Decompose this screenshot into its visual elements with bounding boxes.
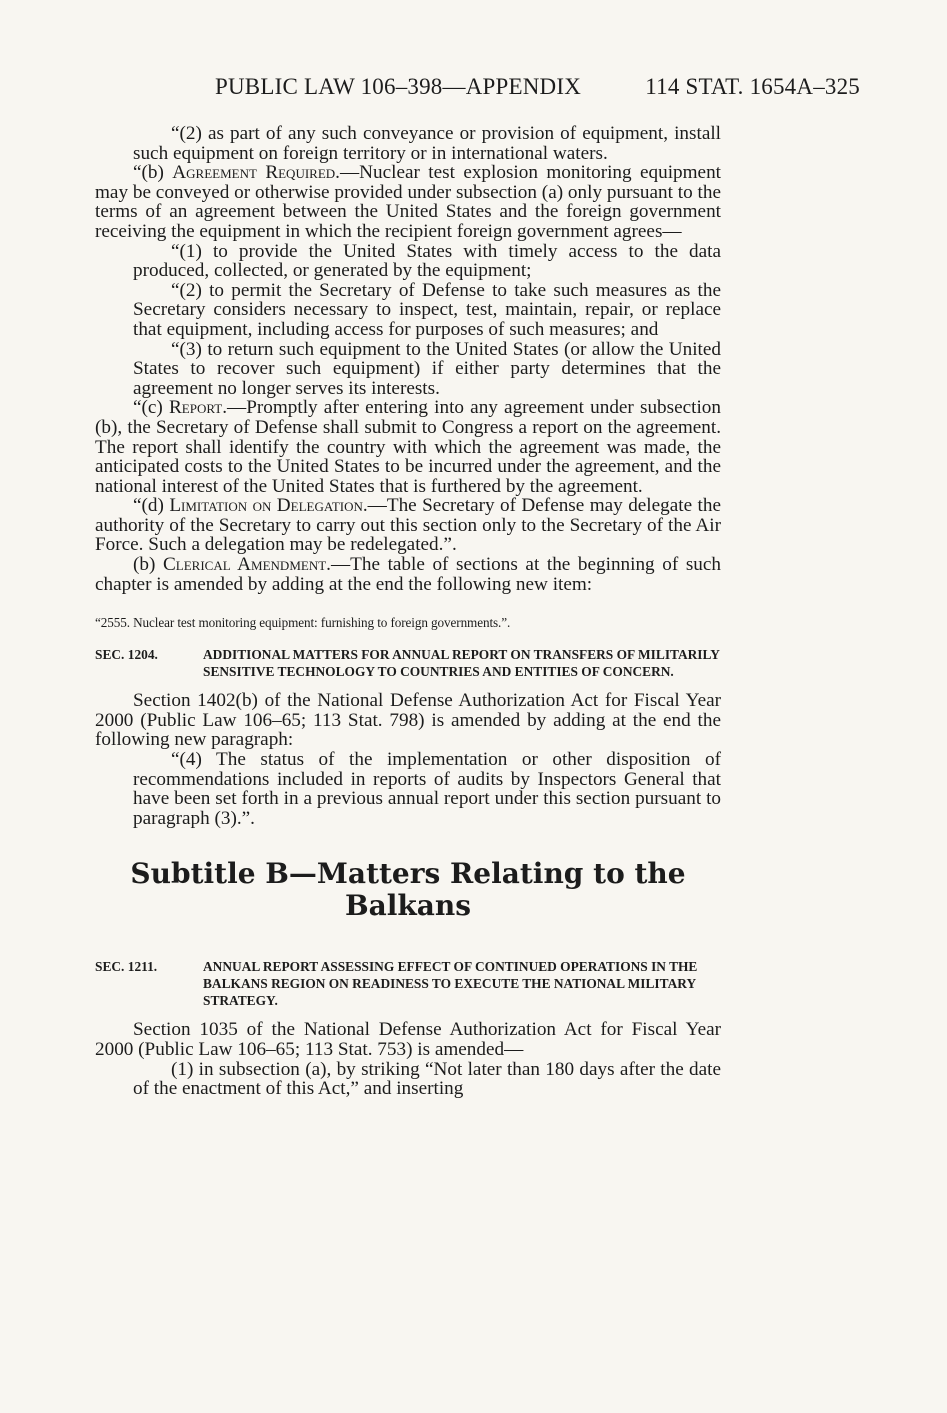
paragraph-b1: “(1) to provide the United States with timely access to the data produced, collected, or generated by the equipment; <box>133 240 721 282</box>
clerical-amendment <box>95 555 721 594</box>
clerical-amendment-label: (b) <box>133 554 163 576</box>
page-body <box>95 124 721 1099</box>
paragraph-a2-continued: “(2) as part of any such conveyance or provision of equipment, install such equipment on foreign territory or in international waters. <box>133 123 721 164</box>
subsection-c-heading: Report <box>169 397 223 419</box>
paragraph-b3: “(3) to return such equipment to the United States (or allow the United States to recover such equipment) if either party determines that the agreement no longer serves its interests. <box>133 338 721 399</box>
subsection-d-text: .—The Secretary of Defense may delegate the authority of the Secretary to carry out this section only to the Secretary of the Air Force. Such a delegation may be redelegated.”. <box>95 495 721 556</box>
section-1204-text: Section 1402(b) of the National Defense Authorization Act for Fiscal Year 2000 (Public Law 106–65; 113 Stat. 798) is amended by adding at the end the following new paragraph: <box>95 690 721 751</box>
subsection-c-text: .—Promptly after entering into any agreement under subsection (b), the Secretary of Defense shall submit to Congress a report on the agreement. The report shall identify the country with which the agreement was made, the anticipated costs to the United States to be incurred under the agreement, and the national interest of the United States that is furthered by the agreement. <box>95 397 721 497</box>
subsection-b-agreement-required <box>95 163 721 241</box>
subsection-b-text: .—Nuclear test explosion monitoring equipment may be conveyed or otherwise provided under subsection (a) only pursuant to the terms of an agreement between the United States and the foreign government receiving the equipment in which the recipient foreign government agrees— <box>95 162 721 242</box>
section-1204-paragraph-4: “(4) The status of the implementation or other disposition of recommendations included in reports of audits by Inspectors General that have been set forth in a previous annual report under this section pursuant to paragraph (3).”. <box>133 749 721 829</box>
subsection-d-limitation <box>95 496 721 555</box>
header-stat-citation: 114 STAT. 1654A–325 <box>645 74 860 99</box>
subsection-b-label: “(b) <box>133 162 173 184</box>
subtitle-line-2: Balkans <box>344 889 472 923</box>
header-public-law: PUBLIC LAW 106–398—APPENDIX <box>215 74 582 99</box>
subsection-d-heading: Limitation on Delegation <box>169 495 363 517</box>
section-1204-title: ADDITIONAL MATTERS FOR ANNUAL REPORT ON TRANSFERS OF MILITARILY SENSITIVE TECHNOLOGY TO COUNTRIES AND ENTITIES OF CONCERN. <box>203 647 720 680</box>
section-1204-number: SEC. 1204. <box>95 647 158 663</box>
section-1211-heading <box>95 958 721 1009</box>
subtitle-line-1: Subtitle B—Matters Relating to the <box>130 857 686 891</box>
section-1211-text: Section 1035 of the National Defense Authorization Act for Fiscal Year 2000 (Public Law 106–65; 113 Stat. 753) is amended— <box>95 1019 721 1060</box>
clerical-amendment-text: .—The table of sections at the beginning of such chapter is amended by adding at the end the following new item: <box>95 554 721 595</box>
subtitle-heading <box>95 858 721 922</box>
subsection-d-label: “(d) <box>133 495 170 517</box>
subsection-c-report <box>95 398 721 496</box>
section-1211-paragraph-1: (1) in subsection (a), by striking “Not later than 180 days after the date of the enactment of this Act,” and inserting <box>133 1058 721 1100</box>
subsection-c-label: “(c) <box>133 397 169 419</box>
clerical-amendment-heading: Clerical Amendment <box>162 554 327 576</box>
table-of-sections-item: “2555. Nuclear test monitoring equipment: furnishing to foreign governments.”. <box>95 615 511 631</box>
section-1211-number: SEC. 1211. <box>95 959 158 975</box>
section-1204-heading <box>95 646 721 680</box>
section-1211-title: ANNUAL REPORT ASSESSING EFFECT OF CONTINUED OPERATIONS IN THE BALKANS REGION ON READINESS TO EXECUTE THE NATIONAL MILITARY STRATEGY. <box>203 959 698 1009</box>
paragraph-b2: “(2) to permit the Secretary of Defense to take such measures as the Secretary considers necessary to inspect, test, maintain, repair, or replace that equipment, including access for purposes of such measures; and <box>133 279 721 340</box>
subsection-b-heading: Agreement Required <box>172 162 336 184</box>
